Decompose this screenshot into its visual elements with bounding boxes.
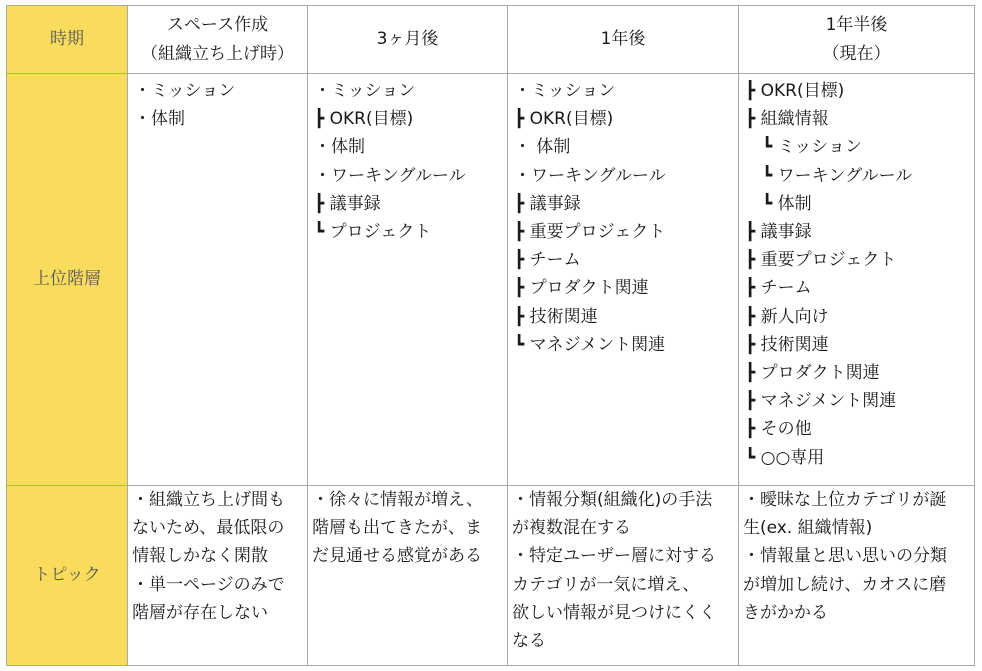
column-header-line: スペース作成: [166, 15, 269, 36]
hierarchy-item: ┣ 議事録: [745, 222, 812, 243]
column-header-line: 1年後: [600, 29, 646, 50]
hierarchy-item: ┣ 重要プロジェクト: [745, 250, 897, 271]
hierarchy-item: ┣ OKR(目標): [314, 109, 414, 130]
column-header-space-creation: [128, 6, 308, 74]
topic-line: ・情報量と思い思いの分類: [743, 546, 947, 567]
hierarchy-item: ┗ ○○専用: [745, 447, 825, 468]
column-header-line: （組織立ち上げ時）: [141, 43, 294, 64]
upper-cell: [128, 74, 308, 486]
hierarchy-item: ┣ 議事録: [514, 193, 581, 214]
upper-cell: [739, 74, 975, 486]
upper-cell: [508, 74, 739, 486]
hierarchy-item: ┣ 新人向け: [745, 306, 829, 327]
hierarchy-item: ・ワーキングルール: [514, 165, 666, 186]
topic-line: ・特定ユーザー層に対する: [512, 546, 716, 567]
upper-hierarchy-row: [7, 74, 975, 486]
hierarchy-item: ・ワーキングルール: [314, 165, 466, 186]
comparison-table: [6, 5, 975, 666]
topic-line: ・情報分類(組織化)の手法: [512, 490, 713, 510]
hierarchy-item: ┣ マネジメント関連: [745, 391, 897, 412]
hierarchy-item: ┣ OKR(目標): [745, 81, 845, 101]
topic-line: ・単一ページのみで: [132, 574, 285, 595]
column-header-line: 1年半後: [825, 15, 888, 36]
hierarchy-item: ┣ 議事録: [314, 193, 381, 214]
hierarchy-item: ┗ 体制: [745, 193, 812, 214]
column-header-1-year: [508, 6, 739, 74]
topic-line: カテゴリが一気に増え、: [512, 574, 700, 595]
topic-cell: [128, 486, 308, 666]
hierarchy-item: ┗ プロジェクト: [314, 222, 432, 243]
topic-line: きがかかる: [743, 602, 828, 623]
hierarchy-item: ┣ 重要プロジェクト: [514, 222, 666, 243]
topic-line: 欲しい情報が見つけにくく: [512, 602, 716, 623]
hierarchy-item: ┣ 技術関連: [514, 306, 598, 327]
hierarchy-item: ┣ プロダクト関連: [745, 363, 880, 384]
topic-line: ・組織立ち上げ間も: [132, 490, 285, 510]
period-header: 時期: [7, 6, 128, 74]
hierarchy-item: ・体制: [314, 137, 365, 158]
topic-line: 情報しかなく閑散: [132, 546, 268, 567]
hierarchy-item: ┗ マネジメント関連: [514, 334, 666, 355]
hierarchy-item: ・ミッション: [134, 81, 236, 101]
header-row: [7, 6, 975, 74]
hierarchy-item: ・体制: [134, 109, 185, 130]
upper-hierarchy-label: 上位階層: [7, 74, 128, 486]
topic-cell: [508, 486, 739, 666]
hierarchy-item: ┣ 組織情報: [745, 109, 829, 130]
hierarchy-item: ┗ ワーキングルール: [745, 165, 913, 186]
topic-line: 生(ex. 組織情報): [743, 518, 873, 539]
topic-line: ないため、最低限の: [132, 518, 285, 539]
topic-line: 階層も出てきたが、ま: [312, 518, 482, 539]
topic-cell: [739, 486, 975, 666]
topic-label: トピック: [7, 486, 128, 666]
upper-cell: [308, 74, 508, 486]
hierarchy-item: ┣ チーム: [745, 278, 812, 299]
hierarchy-item: ┣ 技術関連: [745, 334, 829, 355]
topic-line: ・曖昧な上位カテゴリが誕: [743, 490, 947, 510]
hierarchy-item: ┗ ミッション: [745, 137, 862, 158]
hierarchy-item: ・ 体制: [514, 137, 571, 158]
topic-line: だ見通せる感覚がある: [312, 546, 482, 567]
hierarchy-item: ┣ チーム: [514, 250, 581, 271]
hierarchy-item: ┣ その他: [745, 419, 812, 440]
column-header-line: （現在）: [822, 43, 891, 64]
topic-cell: [308, 486, 508, 666]
column-header-line: 3ヶ月後: [376, 29, 439, 50]
hierarchy-item: ・ミッション: [514, 81, 616, 101]
hierarchy-item: ┣ プロダクト関連: [514, 278, 649, 299]
topic-line: が複数混在する: [512, 518, 631, 539]
column-header-3-months: [308, 6, 508, 74]
topic-line: ・徐々に情報が増え、: [312, 490, 484, 510]
topic-line: なる: [512, 631, 546, 652]
topic-row: [7, 486, 975, 666]
topic-line: 階層が存在しない: [132, 602, 268, 623]
topic-line: が増加し続け、カオスに磨: [743, 574, 947, 595]
hierarchy-item: ┣ OKR(目標): [514, 109, 614, 130]
hierarchy-item: ・ミッション: [314, 81, 416, 101]
column-header-1-5-years: [739, 6, 975, 74]
